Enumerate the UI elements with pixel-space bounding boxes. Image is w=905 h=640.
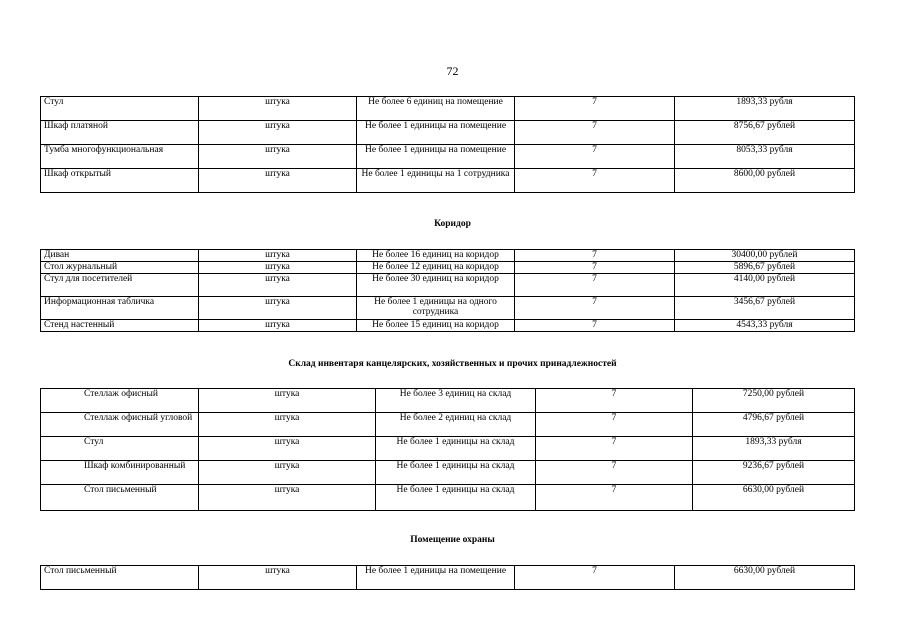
item-price: 6630,00 рублей <box>675 566 855 590</box>
table-row <box>41 437 855 461</box>
item-price: 30400,00 рублей <box>675 250 855 262</box>
item-norm: Не более 2 единиц на склад <box>376 413 536 437</box>
table-row <box>41 461 855 485</box>
item-unit: штука <box>199 461 376 485</box>
item-price: 5896,67 рублей <box>675 262 855 274</box>
item-price: 8600,00 рублей <box>675 169 855 193</box>
item-unit: штука <box>199 262 357 274</box>
item-norm: Не более 1 единицы на склад <box>376 437 536 461</box>
item-unit: штука <box>199 97 357 121</box>
item-name: Стул для посетителей <box>41 274 199 297</box>
item-name: Диван <box>41 250 199 262</box>
item-price: 8053,33 рубля <box>675 145 855 169</box>
table-row <box>41 274 855 297</box>
table-row <box>41 485 855 511</box>
table-row <box>41 145 855 169</box>
item-name: Стеллаж офисный <box>41 389 199 413</box>
item-term: 7 <box>536 461 693 485</box>
item-term: 7 <box>536 485 693 511</box>
item-price: 7250,00 рублей <box>693 389 855 413</box>
section-title-corridor: Коридор <box>434 219 471 229</box>
item-unit: штука <box>199 413 376 437</box>
item-unit: штука <box>199 121 357 145</box>
item-norm: Не более 16 единиц на коридор <box>357 250 515 262</box>
table-storage <box>40 388 855 511</box>
item-norm: Не более 15 единиц на коридор <box>357 320 515 332</box>
item-price: 1893,33 рубля <box>693 437 855 461</box>
table-row <box>41 389 855 413</box>
item-norm: Не более 3 единиц на склад <box>376 389 536 413</box>
item-norm: Не более 1 единицы на склад <box>376 461 536 485</box>
item-name: Стул <box>41 437 199 461</box>
item-unit: штука <box>199 250 357 262</box>
page-number: 72 <box>446 64 459 78</box>
item-norm: Не более 12 единиц на коридор <box>357 262 515 274</box>
table-row <box>41 97 855 121</box>
section-title-security-room: Помещение охраны <box>410 535 495 545</box>
table-row <box>41 297 855 320</box>
item-name: Тумба многофункциональная <box>41 145 199 169</box>
item-name: Стенд настенный <box>41 320 199 332</box>
item-norm: Не более 1 единицы на помещение <box>357 145 515 169</box>
item-unit: штука <box>199 437 376 461</box>
item-unit: штука <box>199 566 357 590</box>
item-price: 8756,67 рублей <box>675 121 855 145</box>
item-unit: штука <box>199 297 357 320</box>
item-name: Стол письменный <box>41 566 199 590</box>
item-norm: Не более 6 единиц на помещение <box>357 97 515 121</box>
item-name: Шкаф открытый <box>41 169 199 193</box>
item-unit: штука <box>199 485 376 511</box>
item-term: 7 <box>515 97 675 121</box>
table-row <box>41 169 855 193</box>
item-norm: Не более 1 единицы на 1 сотрудника <box>357 169 515 193</box>
item-norm: Не более 1 единицы на склад <box>376 485 536 511</box>
item-norm: Не более 1 единицы на помещение <box>357 566 515 590</box>
item-price: 4796,67 рублей <box>693 413 855 437</box>
table-row <box>41 250 855 262</box>
item-term: 7 <box>536 389 693 413</box>
item-price: 4543,33 рубля <box>675 320 855 332</box>
item-term: 7 <box>515 262 675 274</box>
item-name: Стул <box>41 97 199 121</box>
item-term: 7 <box>515 169 675 193</box>
item-term: 7 <box>515 297 675 320</box>
table-corridor <box>40 249 855 332</box>
item-norm: Не более 1 единицы на одного сотрудника <box>357 297 515 320</box>
item-term: 7 <box>515 145 675 169</box>
item-name: Информационная табличка <box>41 297 199 320</box>
table-security-room <box>40 565 855 590</box>
item-name: Шкаф платяной <box>41 121 199 145</box>
item-term: 7 <box>515 274 675 297</box>
item-term: 7 <box>536 437 693 461</box>
item-norm: Не более 30 единиц на коридор <box>357 274 515 297</box>
table-office-furniture <box>40 96 855 193</box>
section-title-storage: Склад инвентаря канцелярских, хозяйственных и прочих принадлежностей <box>288 359 617 369</box>
item-unit: штука <box>199 169 357 193</box>
item-unit: штука <box>199 145 357 169</box>
item-unit: штука <box>199 389 376 413</box>
item-price: 9236,67 рублей <box>693 461 855 485</box>
item-name: Стеллаж офисный угловой <box>41 413 199 437</box>
item-norm: Не более 1 единицы на помещение <box>357 121 515 145</box>
item-name: Шкаф комбинированный <box>41 461 199 485</box>
item-term: 7 <box>515 250 675 262</box>
item-term: 7 <box>536 413 693 437</box>
item-name: Стол журнальный <box>41 262 199 274</box>
item-price: 4140,00 рублей <box>675 274 855 297</box>
table-row <box>41 320 855 332</box>
item-price: 6630,00 рублей <box>693 485 855 511</box>
table-row <box>41 566 855 590</box>
item-term: 7 <box>515 320 675 332</box>
item-name: Стол письменный <box>41 485 199 511</box>
item-unit: штука <box>199 274 357 297</box>
item-term: 7 <box>515 121 675 145</box>
item-price: 3456,67 рублей <box>675 297 855 320</box>
table-row <box>41 262 855 274</box>
table-row <box>41 121 855 145</box>
table-row <box>41 413 855 437</box>
item-unit: штука <box>199 320 357 332</box>
item-price: 1893,33 рубля <box>675 97 855 121</box>
item-term: 7 <box>515 566 675 590</box>
